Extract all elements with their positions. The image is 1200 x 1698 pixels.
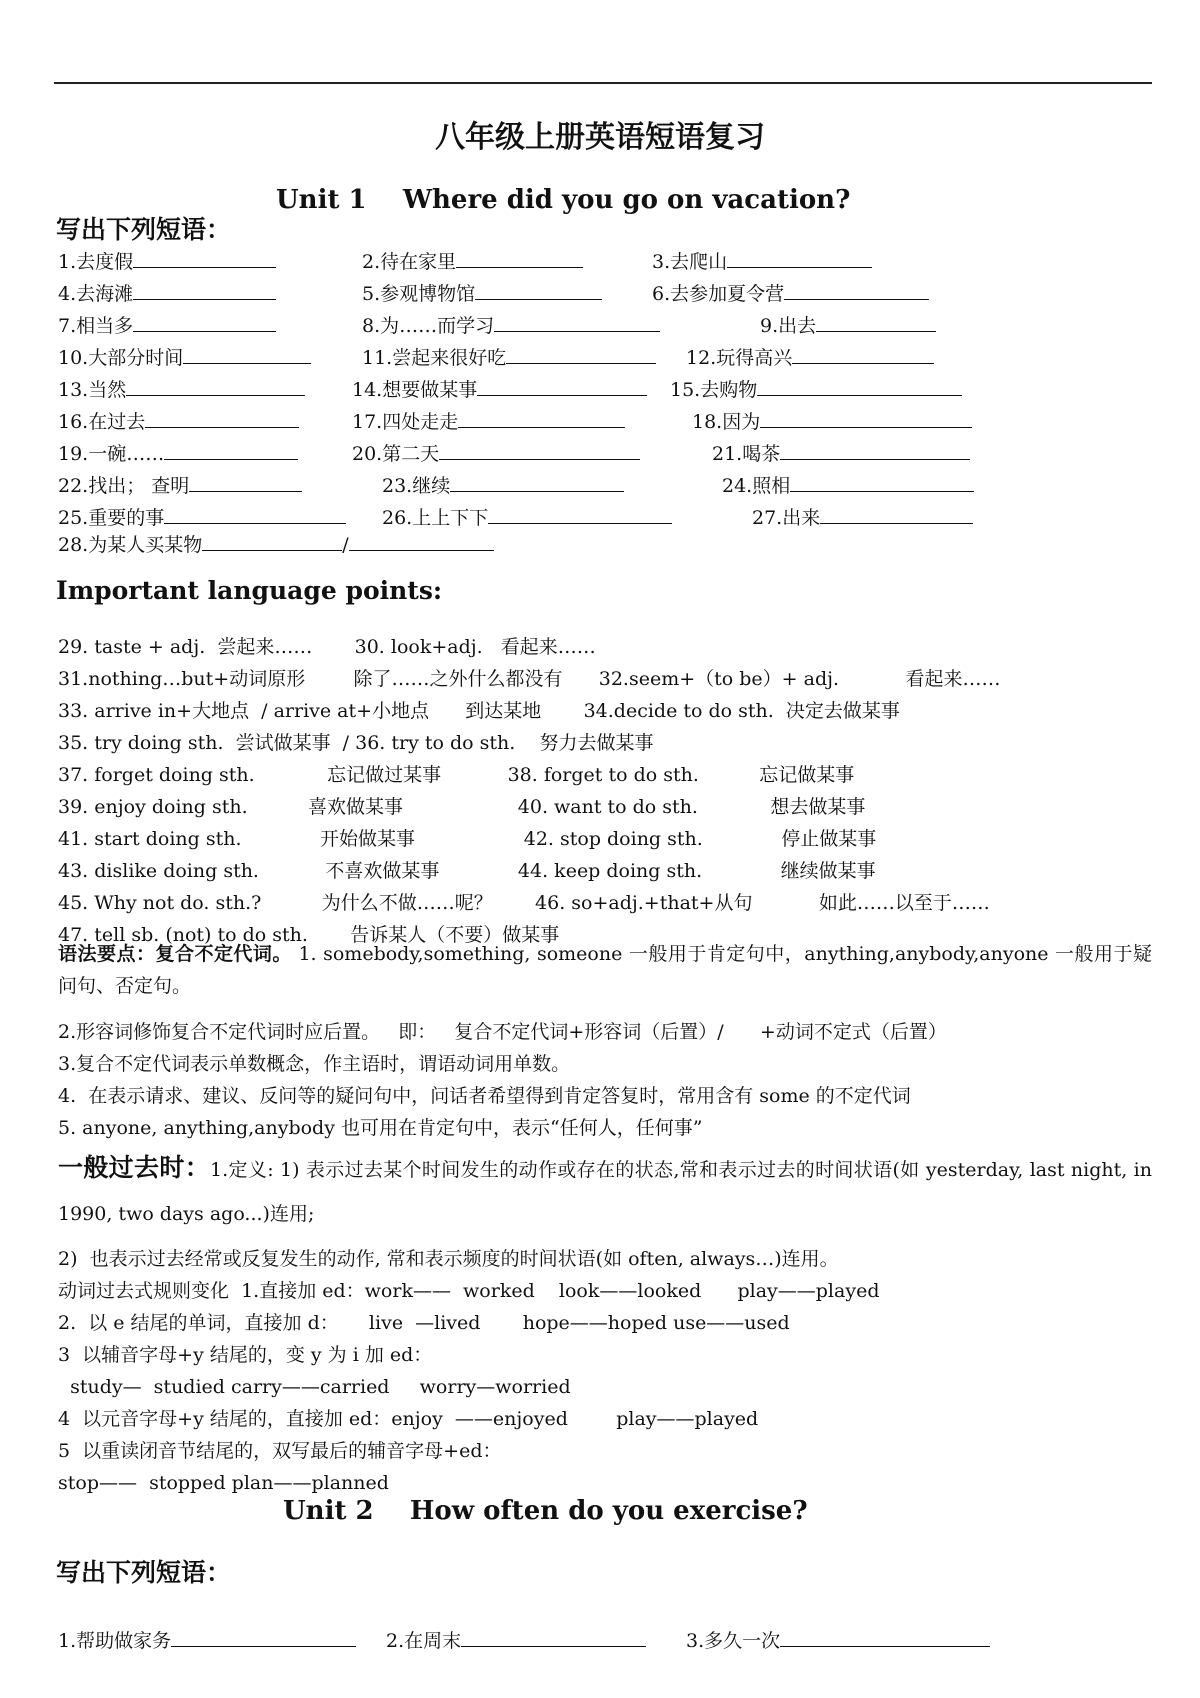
answer-blank[interactable] (792, 343, 934, 364)
phrase-item (652, 279, 929, 308)
phrase-item (686, 1626, 990, 1655)
phrase-label: 3.多久一次 (686, 1630, 781, 1652)
answer-blank[interactable] (727, 247, 872, 268)
phrase-item (712, 439, 970, 468)
phrase-label: 11.尝起来很好吃 (362, 347, 507, 369)
phrase-label: 12.玩得高兴 (686, 347, 793, 369)
answer-blank[interactable] (183, 343, 311, 364)
phrase-item (352, 439, 640, 468)
grammar-paragraph (58, 938, 1152, 1002)
language-point: 39. enjoy doing sth. 喜欢做某事 40. want to do sth. 想去做某事 (58, 796, 866, 818)
past-tense-rule: 5 以重读闭音节结尾的，双写最后的辅音字母+ed： (58, 1440, 502, 1462)
phrase-label: 24.照相 (722, 475, 791, 497)
unit1-write-heading: 写出下列短语： (56, 215, 232, 244)
answer-blank[interactable] (171, 1626, 356, 1647)
answer-blank[interactable] (202, 530, 342, 551)
phrase-item (58, 530, 494, 559)
phrase-item (386, 1626, 646, 1655)
phrase-item (58, 503, 346, 532)
answer-blank[interactable] (145, 407, 299, 428)
grammar-label: 语法要点：复合不定代词。 (58, 943, 292, 965)
answer-blank[interactable] (784, 279, 929, 300)
past-tense-rule: 3 以辅音字母+y 结尾的，变 y 为 i 加 ed： (58, 1344, 433, 1366)
answer-blank[interactable] (126, 375, 305, 396)
phrase-item (362, 311, 660, 340)
phrase-label: 19.一碗…… (58, 443, 165, 465)
language-point: 47. tell sb. (not) to do sth. 告诉某人（不要）做某事 (58, 924, 560, 946)
phrase-item (652, 247, 872, 276)
answer-blank[interactable] (477, 375, 647, 396)
phrase-label: 28.为某人买某物 (58, 534, 203, 556)
past-tense-rule: 2. 以 e 结尾的单词，直接加 d： live —lived hope——hoped use——used (58, 1312, 790, 1334)
phrase-label: 25.重要的事 (58, 507, 165, 529)
answer-blank[interactable] (450, 471, 624, 492)
answer-blank[interactable] (133, 279, 276, 300)
phrase-label: 15.去购物 (670, 379, 758, 401)
phrase-label: 16.在过去 (58, 411, 146, 433)
grammar-point: 5. anyone, anything,anybody 也可用在肯定句中，表示“任何人，任何事” (58, 1117, 703, 1139)
past-tense-definition: 1.定义: 1) 表示过去某个时间发生的动作或存在的状态,常和表示过去的时间状语(如 yesterday, last night, in 1990, two days ago...)连用; (58, 1159, 1152, 1225)
phrase-label: 6.去参加夏令营 (652, 283, 785, 305)
language-point: 43. dislike doing sth. 不喜欢做某事 44. keep doing sth. 继续做某事 (58, 860, 876, 882)
answer-blank[interactable] (757, 375, 962, 396)
phrase-label: 14.想要做某事 (352, 379, 478, 401)
past-tense-rule: 4 以元音字母+y 结尾的，直接加 ed：enjoy ——enjoyed play——played (58, 1408, 759, 1430)
phrase-item (686, 343, 934, 372)
answer-blank[interactable] (475, 279, 602, 300)
answer-blank[interactable] (820, 503, 973, 524)
answer-blank[interactable] (349, 530, 494, 551)
past-tense-rule: study— studied carry——carried worry—worried (58, 1376, 571, 1398)
phrase-item (58, 311, 276, 340)
answer-blank[interactable] (164, 503, 346, 524)
phrase-label: 22.找出； 查明 (58, 475, 190, 497)
language-point: 33. arrive in+大地点 / arrive at+小地点 到达某地 34.decide to do sth. 决定去做某事 (58, 700, 900, 722)
phrase-item (362, 279, 602, 308)
answer-blank[interactable] (760, 407, 972, 428)
answer-blank[interactable] (780, 1626, 990, 1647)
phrase-label: 2.待在家里 (362, 251, 457, 273)
unit1-title: Unit 1 Where did you go on vacation? (276, 185, 851, 215)
phrase-item (58, 407, 299, 436)
phrase-label: 13.当然 (58, 379, 127, 401)
phrase-label: 23.继续 (382, 475, 451, 497)
points-heading: Important language points: (56, 576, 443, 605)
answer-blank[interactable] (189, 471, 302, 492)
language-point: 41. start doing sth. 开始做某事 42. stop doing sth. 停止做某事 (58, 828, 877, 850)
answer-blank[interactable] (133, 311, 276, 332)
phrase-label: 18.因为 (692, 411, 761, 433)
answer-blank[interactable] (790, 471, 974, 492)
phrase-label: 2.在周末 (386, 1630, 462, 1652)
phrase-label: 21.喝茶 (712, 443, 781, 465)
phrase-label: 5.参观博物馆 (362, 283, 476, 305)
grammar-point: 4. 在表示请求、建议、反问等的疑问句中，问话者希望得到肯定答复时，常用含有 some 的不定代词 (58, 1085, 911, 1107)
phrase-item (58, 439, 298, 468)
phrase-item (722, 471, 974, 500)
answer-blank[interactable] (458, 407, 625, 428)
phrase-label: 20.第二天 (352, 443, 440, 465)
answer-blank[interactable] (494, 311, 660, 332)
phrase-label: 9.出去 (760, 315, 817, 337)
unit2-write-heading: 写出下列短语： (56, 1558, 232, 1587)
blank-separator: / (342, 534, 349, 556)
phrase-label: 3.去爬山 (652, 251, 728, 273)
phrase-item (58, 247, 276, 276)
grammar-point-1: 1. somebody,something, someone 一般用于肯定句中，anything,anybody,anyone 一般用于疑问句、否定句。 (58, 943, 1152, 997)
phrase-item (382, 503, 672, 532)
phrase-label: 10.大部分时间 (58, 347, 184, 369)
phrase-item (362, 247, 583, 276)
phrase-label: 26.上上下下 (382, 507, 489, 529)
answer-blank[interactable] (164, 439, 298, 460)
phrase-label: 8.为……而学习 (362, 315, 495, 337)
answer-blank[interactable] (488, 503, 672, 524)
grammar-point: 3.复合不定代词表示单数概念，作主语时，谓语动词用单数。 (58, 1053, 571, 1075)
answer-blank[interactable] (456, 247, 583, 268)
phrase-item (58, 343, 311, 372)
phrase-item (760, 311, 936, 340)
phrase-item (752, 503, 973, 532)
grammar-point: 2.形容词修饰复合不定代词时应后置。 即： 复合不定代词+形容词（后置）/ +动词不定式（后置） (58, 1021, 947, 1043)
phrase-item (352, 375, 647, 404)
answer-blank[interactable] (461, 1626, 646, 1647)
phrase-label: 4.去海滩 (58, 283, 134, 305)
phrase-label: 17.四处走走 (352, 411, 459, 433)
answer-blank[interactable] (780, 439, 970, 460)
phrase-item (692, 407, 972, 436)
past-tense-label: 一般过去时： (58, 1153, 211, 1182)
answer-blank[interactable] (439, 439, 640, 460)
language-point: 29. taste + adj. 尝起来…… 30. look+adj. 看起来…… (58, 636, 596, 658)
answer-blank[interactable] (506, 343, 656, 364)
phrase-label: 1.帮助做家务 (58, 1630, 172, 1652)
page-title: 八年级上册英语短语复习 (435, 120, 765, 155)
phrase-item (58, 279, 276, 308)
phrase-label: 27.出来 (752, 507, 821, 529)
phrase-item (58, 471, 302, 500)
language-point: 45. Why not do. sth.? 为什么不做……呢？ 46. so+adj.+that+从句 如此……以至于…… (58, 892, 990, 914)
past-tense-rule: stop—— stopped plan——planned (58, 1472, 389, 1494)
phrase-item (362, 343, 656, 372)
phrase-label: 7.相当多 (58, 315, 134, 337)
language-point: 37. forget doing sth. 忘记做过某事 38. forget to do sth. 忘记做某事 (58, 764, 855, 786)
phrase-item (670, 375, 962, 404)
phrase-label: 1.去度假 (58, 251, 134, 273)
phrase-item (58, 375, 305, 404)
phrase-item (382, 471, 624, 500)
phrase-item (352, 407, 625, 436)
phrase-item (58, 1626, 356, 1655)
language-point: 31.nothing…but+动词原形 除了……之外什么都没有 32.seem+（to be）+ adj. 看起来…… (58, 668, 1001, 690)
past-tense-paragraph (58, 1146, 1152, 1236)
top-rule (54, 82, 1152, 84)
unit2-title: Unit 2 How often do you exercise? (283, 1496, 808, 1526)
past-tense-rule: 2) 也表示过去经常或反复发生的动作, 常和表示频度的时间状语(如 often, always…)连用。 (58, 1248, 839, 1270)
past-tense-rule: 动词过去式规则变化 1.直接加 ed：work—— worked look——looked play——played (58, 1280, 880, 1302)
answer-blank[interactable] (133, 247, 276, 268)
language-point: 35. try doing sth. 尝试做某事 / 36. try to do sth. 努力去做某事 (58, 732, 654, 754)
answer-blank[interactable] (816, 311, 936, 332)
